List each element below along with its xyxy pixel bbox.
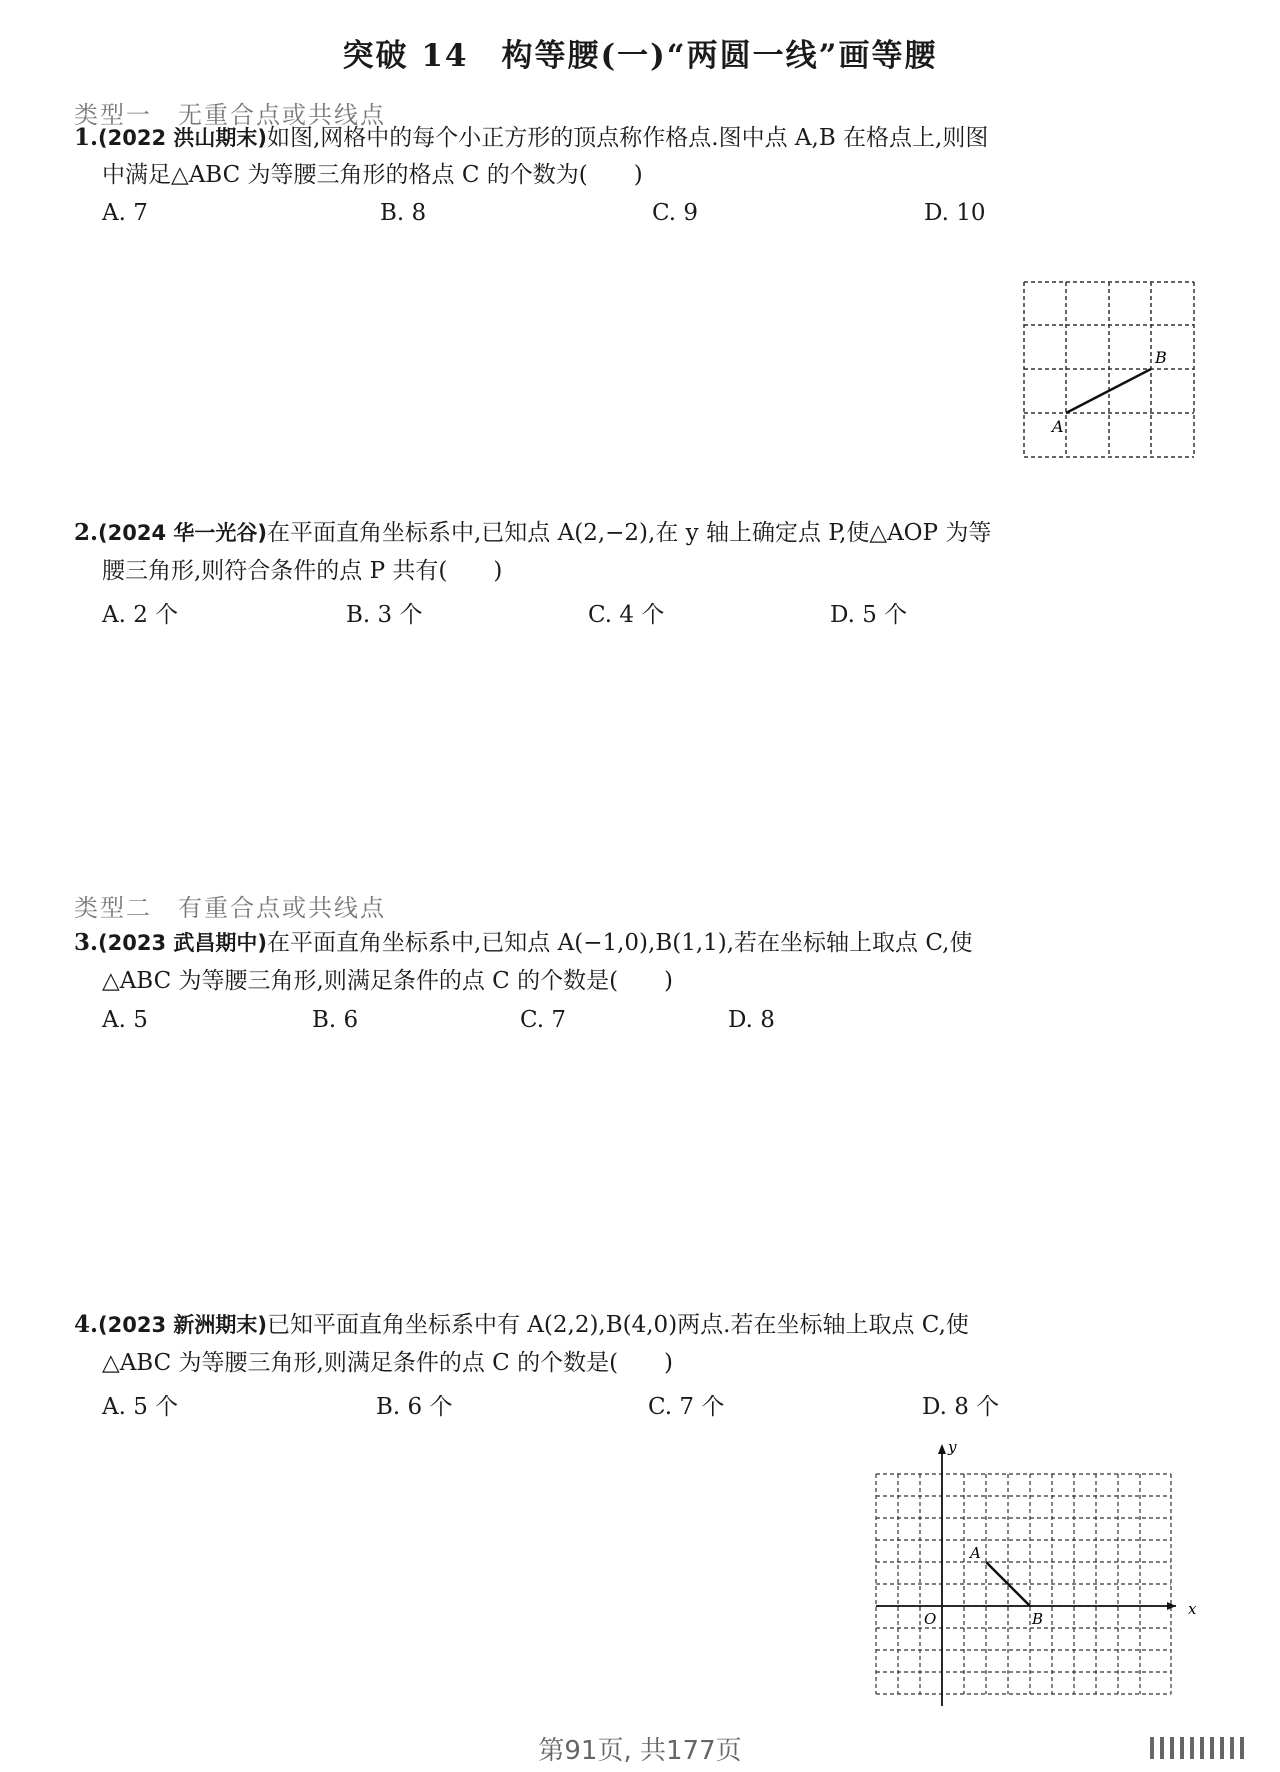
section-title-type-2: 类型二 有重合点或共线点	[74, 894, 386, 922]
question-text: 已知平面直角坐标系中有 A(2,2),B(4,0)两点.若在坐标轴上取点 C,使	[266, 1312, 969, 1338]
question-1-option-b[interactable]: B. 8	[380, 200, 427, 226]
page-counter: 第91页, 共177页	[538, 1736, 742, 1766]
question-3-line-1	[74, 928, 972, 958]
figure-1-grid	[1024, 282, 1194, 458]
question-2-option-b[interactable]: B. 3 个	[346, 602, 423, 628]
question-1-option-d[interactable]: D. 10	[924, 200, 986, 226]
question-number: 1.	[74, 124, 99, 151]
point-a-label: A	[970, 1544, 981, 1562]
question-1-option-c[interactable]: C. 9	[652, 200, 699, 226]
question-text: 在平面直角坐标系中,已知点 A(−1,0),B(1,1),若在坐标轴上取点 C,使	[266, 930, 973, 956]
origin-label: O	[924, 1610, 937, 1628]
question-3-option-d[interactable]: D. 8	[728, 1007, 775, 1033]
point-b-label: B	[1155, 348, 1167, 367]
watermark-bars-icon	[1150, 1737, 1250, 1759]
point-a-label: A	[1052, 417, 1064, 436]
question-number: 2.	[74, 519, 99, 546]
question-source: (2022 洪山期末)	[98, 126, 267, 150]
question-4-option-d[interactable]: D. 8 个	[922, 1394, 1000, 1420]
question-source: (2023 新洲期末)	[98, 1313, 267, 1337]
question-4-option-b[interactable]: B. 6 个	[376, 1394, 453, 1420]
question-4-line-2: △ABC 为等腰三角形,则满足条件的点 C 的个数是( )	[102, 1350, 674, 1376]
question-2-option-d[interactable]: D. 5 个	[830, 602, 908, 628]
question-text: 在平面直角坐标系中,已知点 A(2,−2),在 y 轴上确定点 P,使△AOP 为等	[266, 520, 992, 546]
question-4-option-a[interactable]: A. 5 个	[102, 1394, 179, 1420]
question-2-line-2: 腰三角形,则符合条件的点 P 共有( )	[102, 558, 503, 584]
point-b-label: B	[1032, 1610, 1044, 1628]
question-1-line-2: 中满足△ABC 为等腰三角形的格点 C 的个数为( )	[102, 162, 643, 188]
question-3-option-c[interactable]: C. 7	[520, 1007, 567, 1033]
question-1-option-a[interactable]: A. 7	[102, 200, 148, 226]
question-2-option-a[interactable]: A. 2 个	[102, 602, 179, 628]
question-2-line-1	[74, 518, 991, 548]
question-1-line-1	[74, 123, 988, 153]
question-3-line-2: △ABC 为等腰三角形,则满足条件的点 C 的个数是( )	[102, 968, 674, 994]
question-source: (2023 武昌期中)	[98, 931, 267, 955]
x-axis-label: x	[1188, 1600, 1197, 1618]
question-number: 3.	[74, 929, 99, 956]
figure-4-coordinate-grid	[876, 1438, 1197, 1710]
question-text: 如图,网格中的每个小正方形的顶点称作格点.图中点 A,B 在格点上,则图	[266, 125, 989, 151]
question-4-line-1	[74, 1310, 969, 1340]
question-2-option-c[interactable]: C. 4 个	[588, 602, 665, 628]
section-title-type-1: 类型一 无重合点或共线点	[74, 101, 386, 129]
y-axis-label: y	[948, 1438, 957, 1456]
question-source: (2024 华一光谷)	[98, 521, 267, 545]
question-4-option-c[interactable]: C. 7 个	[648, 1394, 725, 1420]
question-3-option-a[interactable]: A. 5	[102, 1007, 148, 1033]
question-number: 4.	[74, 1311, 99, 1338]
question-3-option-b[interactable]: B. 6	[312, 1007, 359, 1033]
page-title: 突破 14 构等腰(一)“两圆一线”画等腰	[342, 38, 938, 74]
